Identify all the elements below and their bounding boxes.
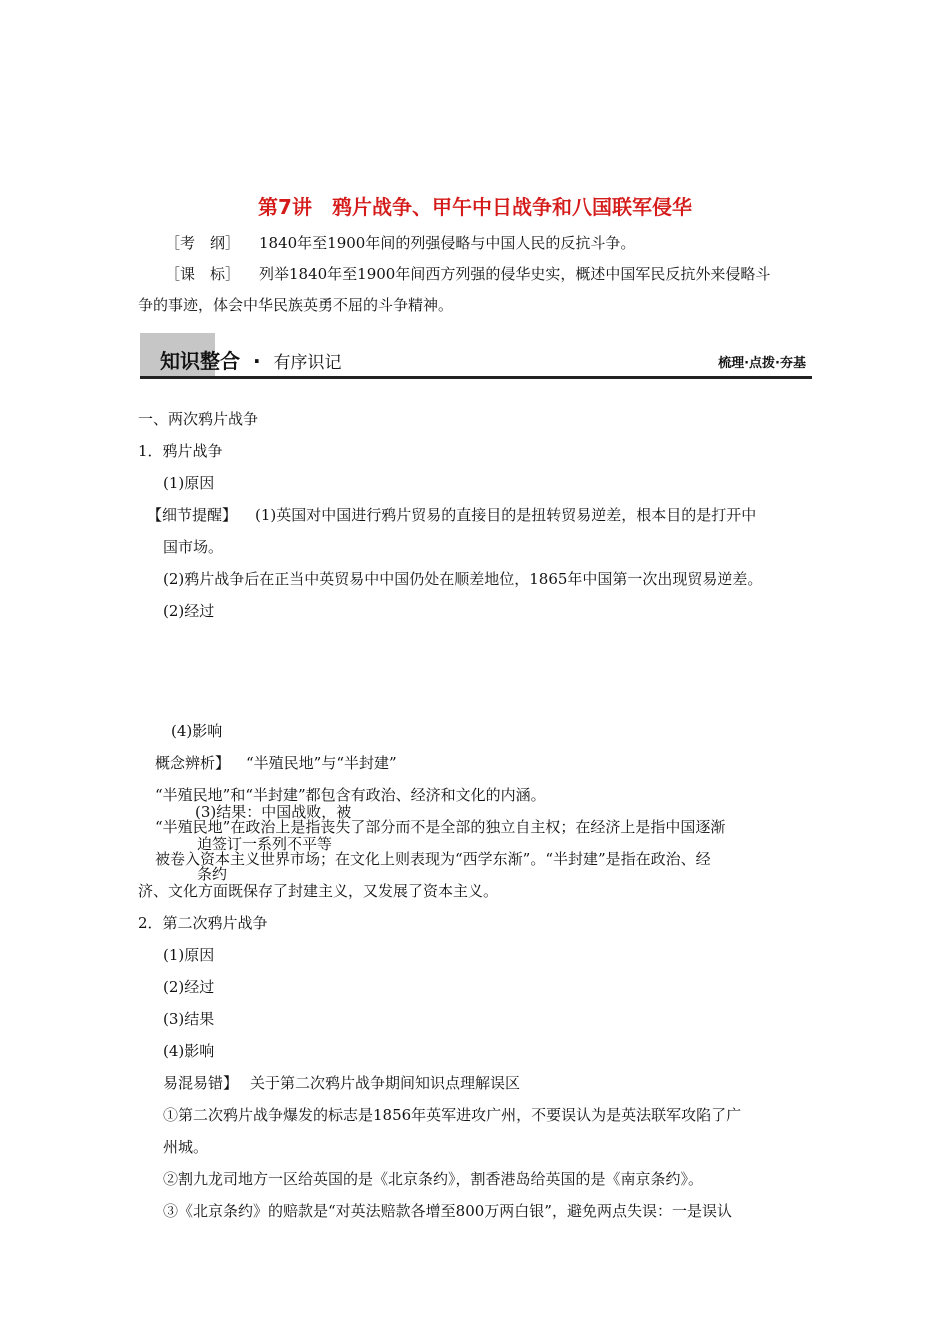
section-banner xyxy=(140,333,812,379)
concept-title: “半殖民地”与“半封建” xyxy=(246,754,397,772)
detail-tip-line-1: (1)英国对中国进行鸦片贸易的直接目的是扭转贸易逆差，根本目的是打开中 xyxy=(255,506,757,524)
detail-tip-line-2: 国市场。 xyxy=(163,538,224,556)
opium-war-influence: (4)影响 xyxy=(171,722,223,740)
detail-tip-2: (2)鸦片战争后在正当中英贸易中中国仍处在顺差地位，1865年中国第一次出现贸易逆差。 xyxy=(163,570,763,588)
second-opium-war-heading: 2．第二次鸦片战争 xyxy=(138,914,268,932)
opium-war-process: (2)经过 xyxy=(163,602,215,620)
banner-left-text: 知识整合 xyxy=(160,349,240,373)
banner-subtitle: 有序识记 xyxy=(273,353,342,373)
opium-war-result-line-2: 迫签订一系列不平等 xyxy=(197,835,333,853)
section-1-heading: 一、两次鸦片战争 xyxy=(138,410,259,428)
concept-paragraph-2-line-1: “半殖民地”在政治上是指丧失了部分而不是全部的独立自主权；在经济上是指中国逐渐 xyxy=(155,818,726,836)
opium-war-cause: (1)原因 xyxy=(163,474,215,492)
concept-paragraph-2-line-2: 被卷入资本主义世界市场；在文化上则表现为“西学东渐”。“半封建”是指在政治、经 xyxy=(155,850,711,868)
error-point-2: ②割九龙司地方一区给英国的是《北京条约》，割香港岛给英国的是《南京条约》。 xyxy=(163,1170,704,1188)
banner-right-text: 梳理·点拨·夯基 xyxy=(718,356,806,371)
second-war-cause: (1)原因 xyxy=(163,946,215,964)
opium-war-heading: 1．鸦片战争 xyxy=(138,442,223,460)
kebiao-line-2: 争的事迹，体会中华民族英勇不屈的斗争精神。 xyxy=(138,296,454,314)
banner-rule xyxy=(140,376,812,379)
concept-label: 概念辨析】 xyxy=(155,754,231,772)
opium-war-result-line-3: 条约 xyxy=(197,865,228,883)
second-war-influence: (4)影响 xyxy=(163,1042,215,1060)
second-war-result: (3)结果 xyxy=(163,1010,215,1028)
page-title: 第7讲 鸦片战争、甲午中日战争和八国联军侵华 xyxy=(258,195,692,219)
kebiao-line-1: 列举1840年至1900年间西方列强的侵华史实，概述中国军民反抗外来侵略斗 xyxy=(259,265,771,283)
second-war-process: (2)经过 xyxy=(163,978,215,996)
error-label: 易混易错】 xyxy=(163,1074,239,1092)
error-title: 关于第二次鸦片战争期间知识点理解误区 xyxy=(250,1074,521,1092)
concept-paragraph-2-line-3: 济、文化方面既保存了封建主义，又发展了资本主义。 xyxy=(138,882,499,900)
kaogang-text: 1840年至1900年间的列强侵略与中国人民的反抗斗争。 xyxy=(259,234,636,252)
error-point-1-line-2: 州城。 xyxy=(163,1138,209,1156)
kaogang-tag: ［考 纲］ xyxy=(165,234,241,252)
error-point-3: ③《北京条约》的赔款是“对英法赔款各增至800万两白银”，避免两点失误：一是误认 xyxy=(163,1202,732,1220)
concept-paragraph-1: “半殖民地”和“半封建”都包含有政治、经济和文化的内涵。 xyxy=(155,786,546,804)
banner-title xyxy=(160,345,342,374)
kebiao-tag: ［课 标］ xyxy=(165,265,241,283)
banner-dot: · xyxy=(252,349,261,373)
error-point-1-line-1: ①第二次鸦片战争爆发的标志是1856年英军进攻广州，不要误认为是英法联军攻陷了广 xyxy=(163,1106,742,1124)
opium-war-result-line-1: (3)结果：中国战败，被 xyxy=(195,803,352,821)
detail-tip-label: 【细节提醒】 xyxy=(147,506,238,524)
